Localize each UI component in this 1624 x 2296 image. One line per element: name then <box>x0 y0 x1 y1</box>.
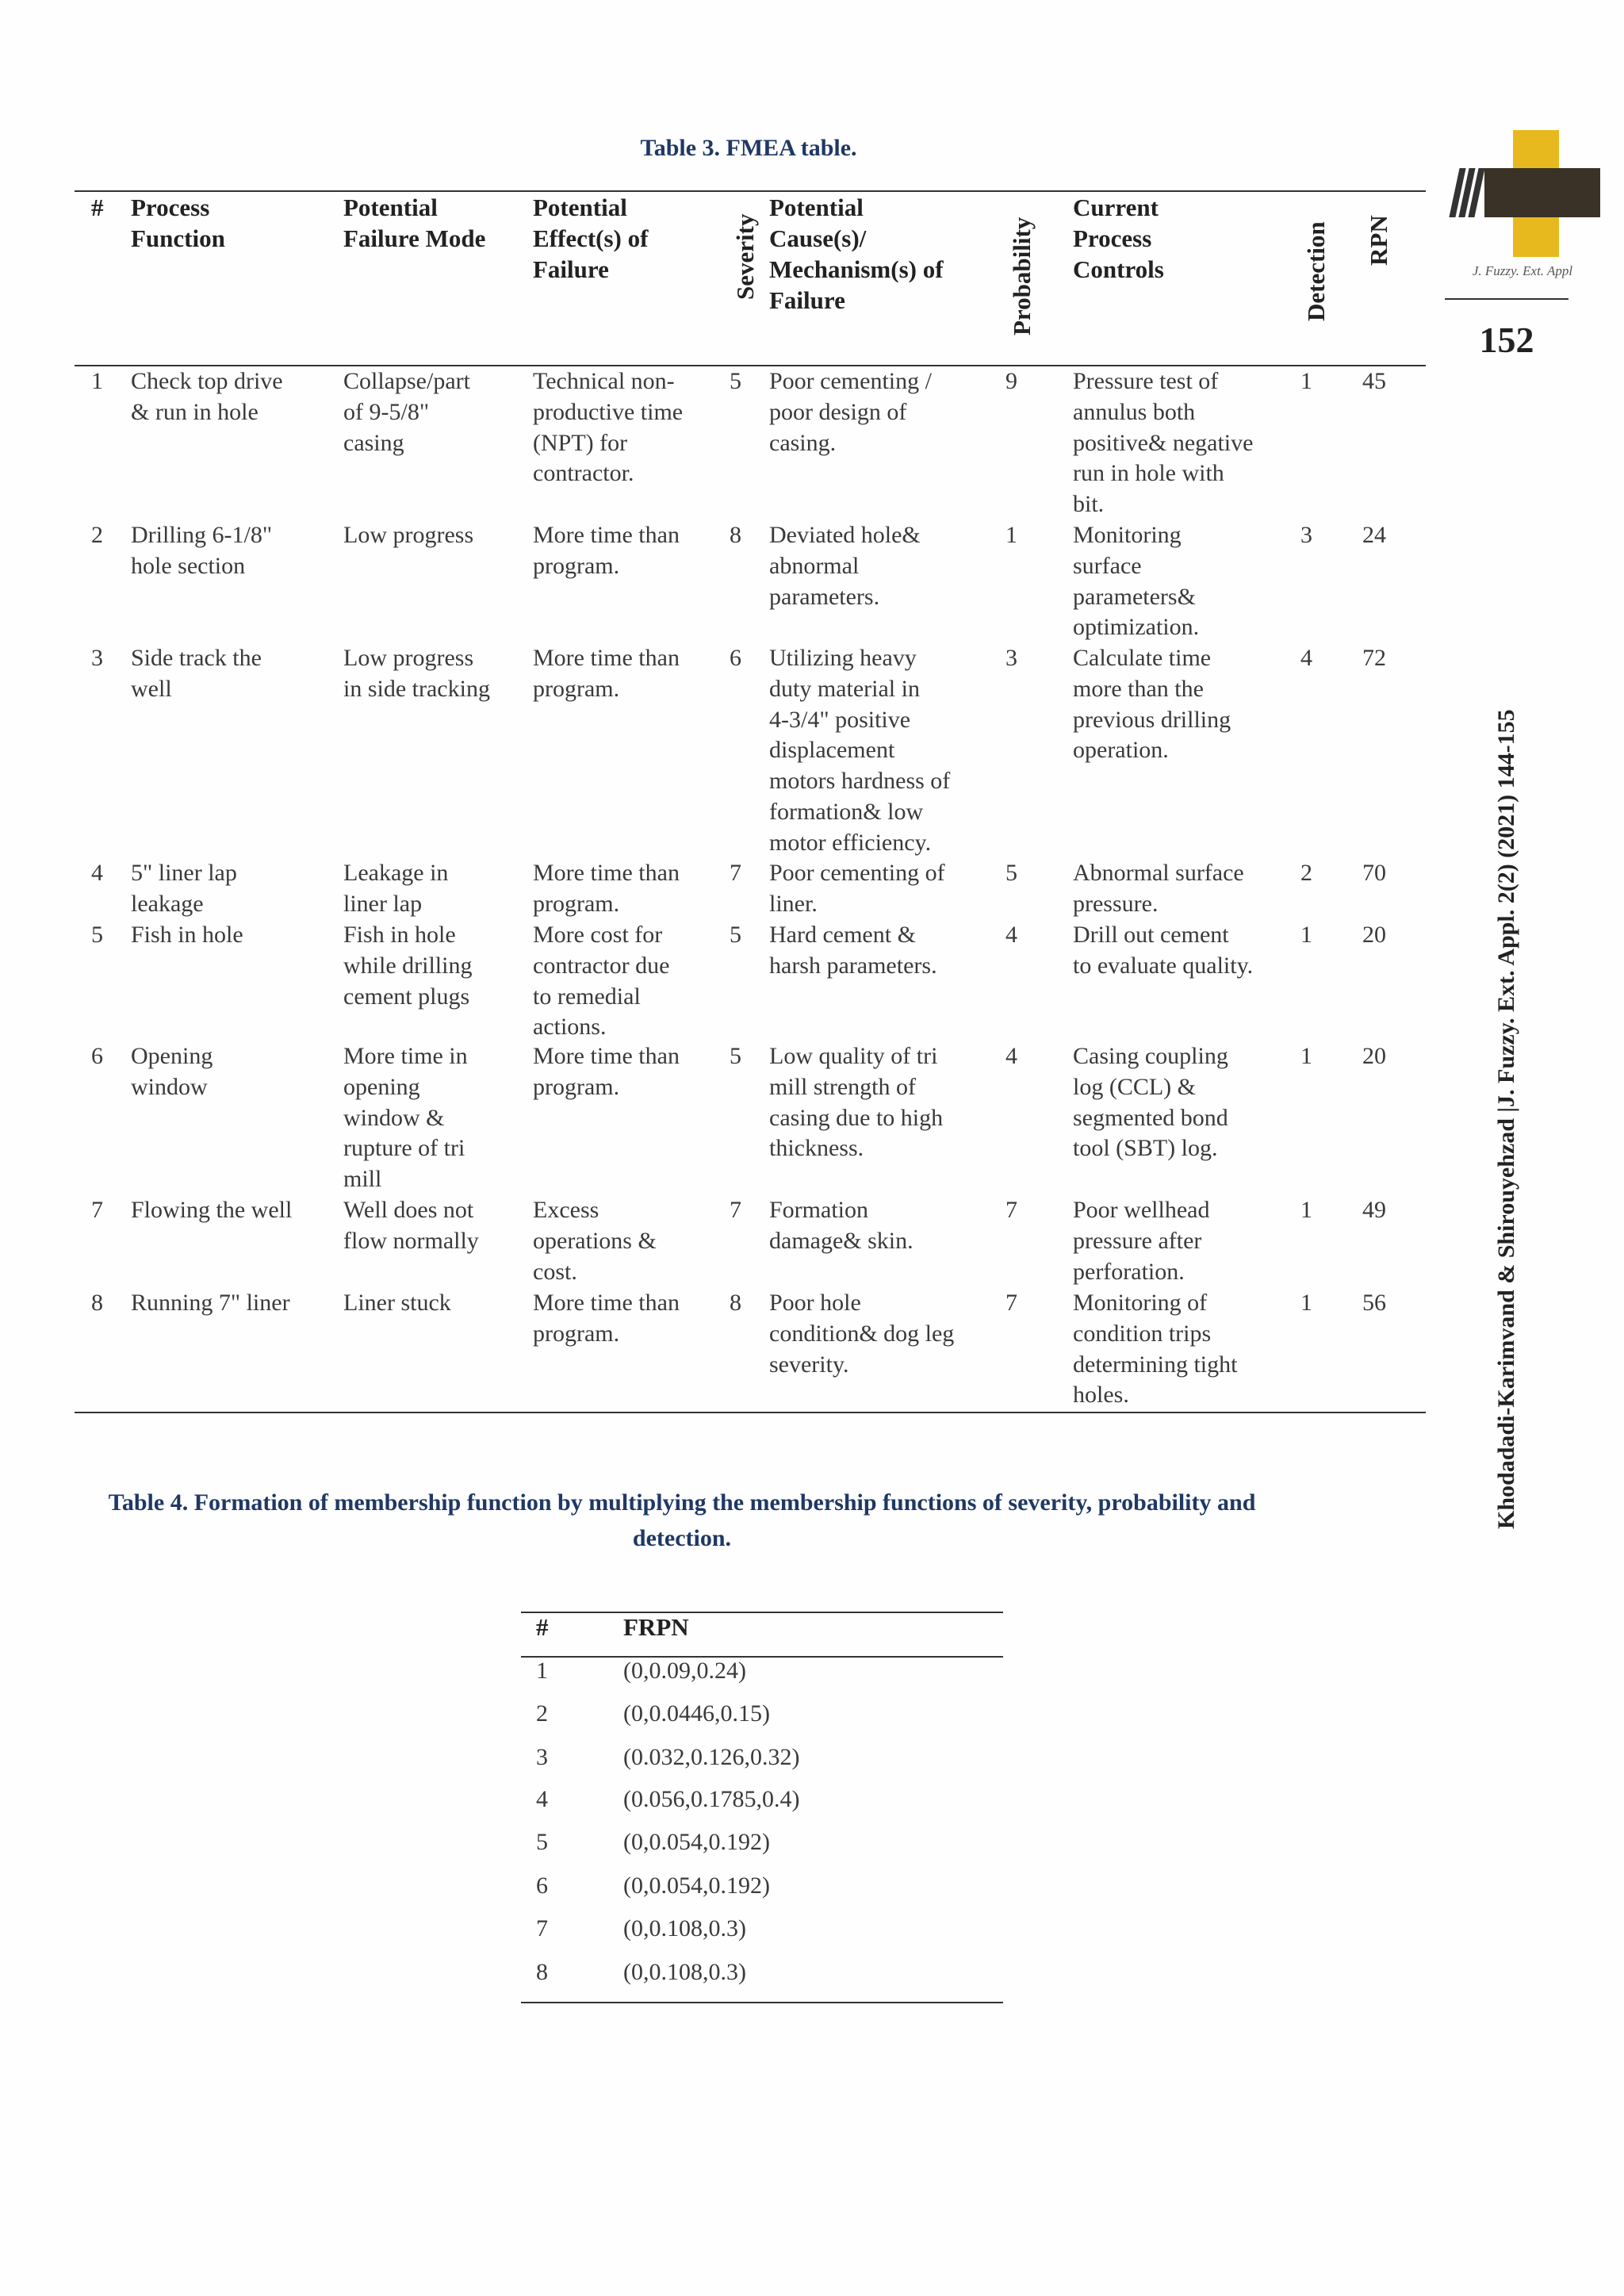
col-header-probability: Probability <box>1008 217 1036 335</box>
cell-failure-mode: Leakage in liner lap <box>343 860 449 917</box>
cell-controls: Monitoring surface parameters& optimization. <box>1073 522 1200 641</box>
cell-failure-mode: More time in opening window & rupture of tri mill <box>343 1043 468 1193</box>
cell-detection: 2 <box>1300 860 1312 886</box>
cell-process: Side track the well <box>131 645 262 702</box>
cell-num: 8 <box>536 1959 548 1985</box>
cell-num: 2 <box>536 1700 548 1727</box>
table3-bottom-rule <box>75 1412 1426 1413</box>
cell-effect: Excess operations & cost. <box>533 1197 657 1285</box>
cell-severity: 5 <box>730 1043 741 1069</box>
cell-process: Check top drive & run in hole <box>131 368 283 425</box>
cell-frpn: (0,0.108,0.3) <box>623 1959 746 1985</box>
col-header-controls: Current Process Controls <box>1073 194 1164 283</box>
col-header-failure-mode: Potential Failure Mode <box>343 194 486 252</box>
cell-probability: 4 <box>1005 922 1017 948</box>
cell-severity: 5 <box>730 922 741 948</box>
cell-controls: Pressure test of annulus both positive& negative run in hole with bit. <box>1073 368 1254 518</box>
cell-controls: Poor wellhead pressure after perforation. <box>1073 1197 1210 1285</box>
cell-detection: 1 <box>1300 368 1312 394</box>
cell-process: 5" liner lap leakage <box>131 860 237 917</box>
cell-rpn: 20 <box>1362 922 1386 948</box>
cell-controls: Calculate time more than the previous drilling operation. <box>1073 645 1231 764</box>
cell-effect: More time than program. <box>533 645 680 702</box>
cell-rpn: 56 <box>1362 1290 1386 1316</box>
table3-top-rule <box>75 190 1426 192</box>
col-header-effect: Potential Effect(s) of Failure <box>533 194 649 283</box>
cell-effect: Technical non- productive time (NPT) for contractor. <box>533 368 684 487</box>
journal-logo <box>1445 130 1600 273</box>
cell-detection: 1 <box>1300 1043 1312 1069</box>
cell-num: 1 <box>536 1658 548 1684</box>
cell-probability: 5 <box>1005 860 1017 886</box>
table4-header-rule <box>521 1656 1003 1658</box>
cell-process: Drilling 6-1/8" hole section <box>131 522 273 579</box>
cell-frpn: (0,0.09,0.24) <box>623 1658 746 1684</box>
col-header-rpn: RPN <box>1365 215 1392 266</box>
cell-process: Fish in hole <box>131 922 243 948</box>
col-header-severity: Severity <box>731 213 759 300</box>
table4-bottom-rule <box>521 2002 1003 2003</box>
cell-cause: Hard cement & harsh parameters. <box>769 922 937 979</box>
cell-frpn: (0.032,0.126,0.32) <box>623 1744 800 1770</box>
cell-frpn: (0,0.054,0.192) <box>623 1829 770 1855</box>
cell-num: 3 <box>91 645 103 671</box>
cell-controls: Abnormal surface pressure. <box>1073 860 1244 917</box>
table4-caption: Table 4. Formation of membership function by multiplying the membership functions of severity, probability and detection. <box>108 1489 1256 1551</box>
logo-dark-bar <box>1484 168 1600 217</box>
running-header: Khodadadi-Karimvand & Shirouyehzad |J. Fuzzy. Ext. Appl. 2(2) (2021) 144-155 <box>1493 709 1519 1529</box>
cell-rpn: 49 <box>1362 1197 1386 1223</box>
page-number: 152 <box>1479 320 1534 360</box>
table4-col-header-num: # <box>536 1613 549 1641</box>
table3-caption: Table 3. FMEA table. <box>640 135 857 161</box>
cell-failure-mode: Low progress in side tracking <box>343 645 490 702</box>
cell-num: 5 <box>536 1829 548 1855</box>
cell-num: 1 <box>91 368 103 394</box>
cell-detection: 3 <box>1300 522 1312 548</box>
cell-frpn: (0,0.0446,0.15) <box>623 1700 770 1727</box>
cell-cause: Low quality of tri mill strength of casing due to high thickness. <box>769 1043 944 1162</box>
cell-controls: Monitoring of condition trips determining tight holes. <box>1073 1290 1238 1409</box>
table4-col-header-frpn: FRPN <box>623 1613 689 1641</box>
cell-process: Opening window <box>131 1043 213 1100</box>
cell-cause: Utilizing heavy duty material in 4-3/4" positive displacement motors hardness of formation& low motor efficiency. <box>769 645 951 856</box>
cell-severity: 5 <box>730 368 741 394</box>
cell-severity: 8 <box>730 522 741 548</box>
cell-cause: Poor cementing of liner. <box>769 860 945 917</box>
cell-probability: 7 <box>1005 1290 1017 1316</box>
cell-probability: 9 <box>1005 368 1017 394</box>
cell-severity: 7 <box>730 1197 741 1223</box>
cell-num: 8 <box>91 1290 103 1316</box>
cell-cause: Deviated hole& abnormal parameters. <box>769 522 921 610</box>
col-header-process: Process Function <box>131 194 225 252</box>
cell-rpn: 45 <box>1362 368 1386 394</box>
journal-abbrev: J. Fuzzy. Ext. Appl <box>1472 263 1573 278</box>
cell-effect: More cost for contractor due to remedial actions. <box>533 922 670 1041</box>
cell-severity: 8 <box>730 1290 741 1316</box>
cell-effect: More time than program. <box>533 860 680 917</box>
cell-rpn: 72 <box>1362 645 1386 671</box>
cell-detection: 1 <box>1300 1290 1312 1316</box>
cell-effect: More time than program. <box>533 1290 680 1347</box>
cell-cause: Formation damage& skin. <box>769 1197 914 1254</box>
cell-detection: 1 <box>1300 1197 1312 1223</box>
cell-failure-mode: Well does not flow normally <box>343 1197 479 1254</box>
cell-failure-mode: Fish in hole while drilling cement plugs <box>343 922 473 1010</box>
col-header-detection: Detection <box>1302 221 1330 321</box>
cell-probability: 4 <box>1005 1043 1017 1069</box>
cell-probability: 1 <box>1005 522 1017 548</box>
cell-num: 7 <box>536 1915 548 1941</box>
cell-effect: More time than program. <box>533 1043 680 1100</box>
cell-effect: More time than program. <box>533 522 680 579</box>
cell-cause: Poor hole condition& dog leg severity. <box>769 1290 955 1378</box>
cell-failure-mode: Low progress <box>343 522 474 548</box>
cell-num: 6 <box>91 1043 103 1069</box>
cell-rpn: 20 <box>1362 1043 1386 1069</box>
cell-frpn: (0,0.054,0.192) <box>623 1872 770 1899</box>
cell-num: 3 <box>536 1744 548 1770</box>
cell-rpn: 24 <box>1362 522 1386 548</box>
cell-detection: 4 <box>1300 645 1312 671</box>
cell-num: 5 <box>91 922 103 948</box>
cell-probability: 7 <box>1005 1197 1017 1223</box>
page-number-rule <box>1445 298 1568 300</box>
col-header-num: # <box>91 194 104 221</box>
cell-failure-mode: Collapse/part of 9-5/8" casing <box>343 368 470 456</box>
cell-frpn: (0,0.108,0.3) <box>623 1915 746 1941</box>
cell-failure-mode: Liner stuck <box>343 1290 451 1316</box>
cell-num: 2 <box>91 522 103 548</box>
cell-detection: 1 <box>1300 922 1312 948</box>
cell-controls: Drill out cement to evaluate quality. <box>1073 922 1254 979</box>
cell-severity: 7 <box>730 860 741 886</box>
col-header-cause: Potential Cause(s)/ Mechanism(s) of Failure <box>769 194 944 314</box>
cell-num: 4 <box>91 860 103 886</box>
cell-probability: 3 <box>1005 645 1017 671</box>
cell-num: 6 <box>536 1872 548 1899</box>
cell-controls: Casing coupling log (CCL) & segmented bond tool (SBT) log. <box>1073 1043 1228 1162</box>
cell-process: Running 7" liner <box>131 1290 290 1316</box>
table4-top-rule <box>521 1612 1003 1613</box>
cell-frpn: (0.056,0.1785,0.4) <box>623 1786 800 1812</box>
cell-num: 7 <box>91 1197 103 1223</box>
cell-severity: 6 <box>730 645 741 671</box>
cell-rpn: 70 <box>1362 860 1386 886</box>
cell-num: 4 <box>536 1786 548 1812</box>
cell-process: Flowing the well <box>131 1197 293 1223</box>
cell-cause: Poor cementing / poor design of casing. <box>769 368 932 456</box>
